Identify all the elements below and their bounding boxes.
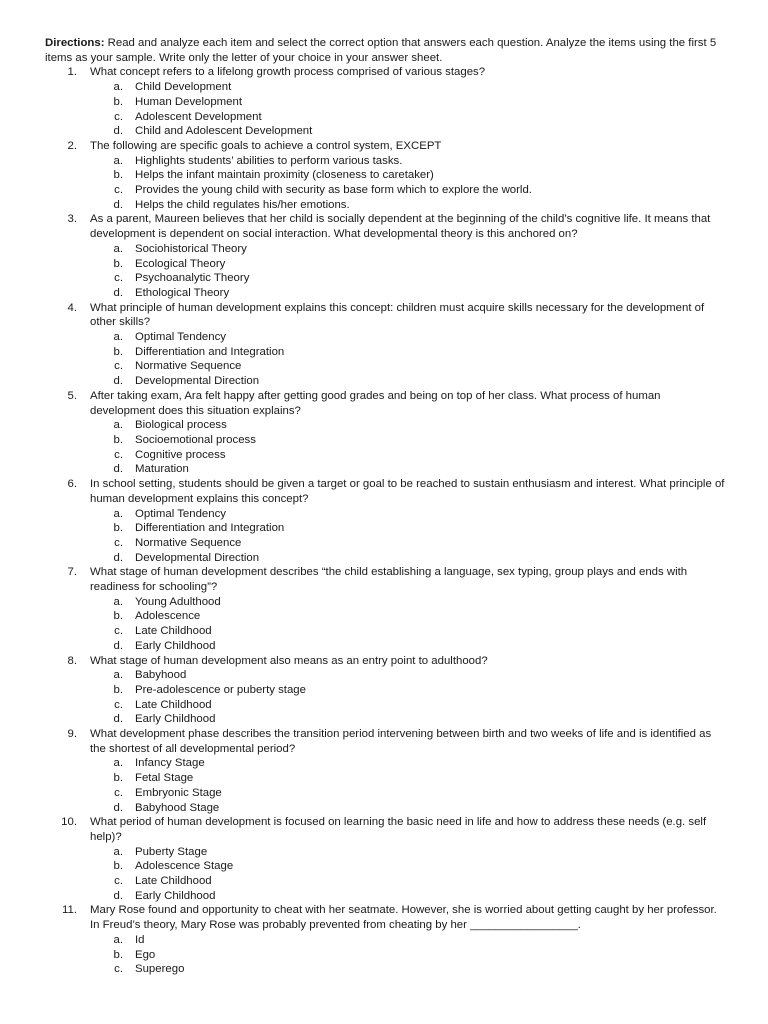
option-text: Ethological Theory — [135, 286, 230, 299]
option-letter: b. — [113, 948, 123, 961]
option-letter: c. — [114, 272, 123, 285]
option-item — [90, 242, 728, 257]
option-item — [90, 609, 728, 624]
option-text: Adolescent Development — [135, 110, 262, 123]
option-list — [90, 154, 728, 213]
question-item — [45, 389, 728, 477]
question-number: 5. — [67, 389, 77, 402]
question-item — [45, 727, 728, 815]
question-item — [45, 212, 728, 300]
option-text: Child Development — [135, 81, 232, 94]
question-number: 9. — [67, 728, 77, 741]
option-text: Developmental Direction — [135, 375, 260, 388]
option-item — [90, 889, 728, 904]
option-letter: c. — [114, 184, 123, 197]
option-text: Child and Adolescent Development — [135, 125, 313, 138]
option-list — [90, 845, 728, 904]
option-item — [90, 551, 728, 566]
option-letter: d. — [113, 286, 123, 299]
question-number: 4. — [67, 301, 77, 314]
option-item — [90, 418, 728, 433]
option-item — [90, 507, 728, 522]
option-text: Late Childhood — [135, 875, 212, 888]
option-item — [90, 183, 728, 198]
question-item — [45, 477, 728, 565]
question-number: 3. — [67, 213, 77, 226]
option-text: Embryonic Stage — [135, 786, 222, 799]
question-text: What concept refers to a lifelong growth process comprised of various stages? — [90, 66, 486, 79]
option-text: Human Development — [135, 95, 242, 108]
option-text: Differentiation and Integration — [135, 522, 285, 535]
option-item — [90, 756, 728, 771]
option-item — [90, 962, 728, 977]
question-item — [45, 139, 728, 213]
question-text: In school setting, students should be given a target or goal to be reached to sustain enthusiasm and interest. What principle of human development explains this concept? — [90, 478, 725, 505]
option-item — [90, 154, 728, 169]
option-letter: b. — [113, 95, 123, 108]
option-item — [90, 639, 728, 654]
question-number: 2. — [67, 139, 77, 152]
question-number: 6. — [67, 478, 77, 491]
option-list — [90, 933, 728, 977]
option-letter: a. — [113, 669, 123, 682]
option-text: Sociohistorical Theory — [135, 242, 247, 255]
option-letter: c. — [114, 963, 123, 976]
option-item — [90, 595, 728, 610]
option-item — [90, 462, 728, 477]
question-text: As a parent, Maureen believes that her child is socially dependent at the beginning of the child’s cognitive life. It means that development is dependent on social interaction. What developmental theory is this anchored on? — [90, 213, 711, 241]
option-item — [90, 95, 728, 110]
option-item — [90, 124, 728, 139]
option-list — [90, 418, 728, 477]
option-item — [90, 624, 728, 639]
option-item — [90, 374, 728, 389]
question-number: 1. — [67, 66, 77, 79]
option-letter: c. — [114, 875, 123, 888]
option-letter: c. — [114, 110, 123, 123]
option-letter: a. — [113, 81, 123, 94]
option-list — [90, 242, 728, 301]
question-text: What principle of human development explains this concept: children must acquire skills necessary for the development of other skills? — [90, 301, 705, 329]
option-item — [90, 198, 728, 213]
option-letter: a. — [113, 757, 123, 770]
option-text: Psychoanalytic Theory — [135, 272, 250, 285]
option-text: Differentiation and Integration — [135, 345, 285, 358]
option-letter: a. — [113, 845, 123, 858]
option-item — [90, 948, 728, 963]
option-item — [90, 521, 728, 536]
option-letter: d. — [113, 801, 123, 814]
option-letter: a. — [113, 331, 123, 344]
directions-label: Directions: — [45, 37, 105, 49]
option-text: Socioemotional process — [135, 433, 256, 446]
option-letter: d. — [113, 463, 123, 476]
option-text: Normative Sequence — [135, 536, 242, 549]
option-text: Young Adulthood — [135, 595, 221, 608]
option-item — [90, 683, 728, 698]
option-item — [90, 168, 728, 183]
question-number: 10. — [61, 816, 77, 829]
option-text: Late Childhood — [135, 698, 212, 711]
option-text: Adolescence Stage — [135, 860, 234, 873]
question-list — [45, 65, 728, 977]
question-number: 7. — [67, 566, 77, 579]
question-item — [45, 815, 728, 903]
option-letter: b. — [113, 169, 123, 182]
option-letter: c. — [114, 698, 123, 711]
option-text: Puberty Stage — [135, 845, 208, 858]
option-item — [90, 448, 728, 463]
option-item — [90, 859, 728, 874]
option-letter: c. — [114, 625, 123, 638]
option-letter: d. — [113, 375, 123, 388]
option-text: Helps the child regulates his/her emotions. — [135, 198, 350, 211]
question-text: What stage of human development describes “the child establishing a language, sex typing, group plays and ends with readiness for schooling”? — [90, 566, 688, 594]
question-text: The following are specific goals to achieve a control system, EXCEPT — [90, 139, 442, 152]
option-letter: d. — [113, 639, 123, 652]
option-item — [90, 845, 728, 860]
option-text: Highlights students’ abilities to perform various tasks. — [135, 154, 403, 167]
option-item — [90, 345, 728, 360]
option-text: Maturation — [135, 463, 189, 476]
option-item — [90, 433, 728, 448]
option-text: Helps the infant maintain proximity (closeness to caretaker) — [135, 169, 434, 182]
option-letter: a. — [113, 419, 123, 432]
option-letter: b. — [113, 610, 123, 623]
option-letter: c. — [114, 786, 123, 799]
option-letter: d. — [113, 713, 123, 726]
option-list — [90, 668, 728, 727]
question-text: Mary Rose found and opportunity to cheat with her seatmate. However, she is worried about getting caught by her professor. In Freud’s theory, Mary Rose was probably prevented from cheating by her _________________. — [90, 904, 717, 932]
option-item — [90, 786, 728, 801]
option-text: Babyhood — [135, 669, 187, 682]
option-text: Normative Sequence — [135, 360, 242, 373]
option-text: Late Childhood — [135, 625, 212, 638]
option-text: Infancy Stage — [135, 757, 205, 770]
option-letter: b. — [113, 257, 123, 270]
option-letter: c. — [114, 360, 123, 373]
option-list — [90, 595, 728, 654]
option-text: Babyhood Stage — [135, 801, 220, 814]
option-list — [90, 507, 728, 566]
question-text: What period of human development is focused on learning the basic need in life and how to address these needs (e.g. self help)? — [90, 816, 707, 843]
question-number: 11. — [62, 904, 77, 917]
option-letter: b. — [113, 522, 123, 535]
question-text: After taking exam, Ara felt happy after getting good grades and being on top of her class. What process of human development does this situation explains? — [90, 389, 661, 417]
option-text: Biological process — [135, 419, 227, 432]
option-item — [90, 80, 728, 95]
option-item — [90, 712, 728, 727]
option-text: Early Childhood — [135, 639, 216, 652]
option-letter: b. — [113, 345, 123, 358]
option-item — [90, 110, 728, 125]
option-list — [90, 330, 728, 389]
option-text: Optimal Tendency — [135, 331, 226, 344]
option-text: Ego — [135, 948, 156, 961]
option-text: Cognitive process — [135, 448, 226, 461]
option-letter: b. — [113, 683, 123, 696]
question-text: What development phase describes the transition period intervening between birth and two weeks of life and is identified as the shortest of all developmental period? — [90, 728, 712, 755]
option-item — [90, 286, 728, 301]
option-item — [90, 271, 728, 286]
option-list — [90, 80, 728, 139]
option-letter: c. — [114, 448, 123, 461]
option-item — [90, 771, 728, 786]
question-text: What stage of human development also means as an entry point to adulthood? — [90, 654, 488, 667]
option-letter: c. — [114, 536, 123, 549]
question-item — [45, 565, 728, 653]
option-item — [90, 330, 728, 345]
option-letter: b. — [113, 433, 123, 446]
option-list — [90, 756, 728, 815]
option-item — [90, 698, 728, 713]
option-item — [90, 536, 728, 551]
option-letter: d. — [113, 551, 123, 564]
option-text: Provides the young child with security as base form which to explore the world. — [135, 184, 532, 197]
option-letter: a. — [113, 242, 123, 255]
option-letter: b. — [113, 772, 123, 785]
question-number: 8. — [67, 654, 77, 667]
directions — [45, 36, 728, 65]
option-text: Optimal Tendency — [135, 507, 226, 520]
option-letter: d. — [113, 198, 123, 211]
option-letter: a. — [113, 595, 123, 608]
question-item — [45, 654, 728, 728]
option-letter: a. — [113, 154, 123, 167]
option-item — [90, 874, 728, 889]
option-item — [90, 668, 728, 683]
question-item — [45, 301, 728, 389]
option-letter: d. — [113, 125, 123, 138]
question-item — [45, 903, 728, 977]
option-item — [90, 801, 728, 816]
question-item — [45, 65, 728, 139]
directions-text: Read and analyze each item and select the correct option that answers each question. Analyze the items using the first 5 items as your sample. Write only the letter of your choice in your answer sheet. — [45, 37, 717, 64]
option-item — [90, 933, 728, 948]
option-letter: b. — [113, 860, 123, 873]
option-item — [90, 257, 728, 272]
option-text: Early Childhood — [135, 889, 216, 902]
option-text: Early Childhood — [135, 713, 216, 726]
option-text: Superego — [135, 963, 185, 976]
option-letter: a. — [113, 933, 123, 946]
option-item — [90, 359, 728, 374]
option-letter: a. — [113, 507, 123, 520]
option-text: Developmental Direction — [135, 551, 260, 564]
option-text: Fetal Stage — [135, 772, 194, 785]
option-text: Adolescence — [135, 610, 201, 623]
option-text: Pre-adolescence or puberty stage — [135, 683, 306, 696]
option-text: Ecological Theory — [135, 257, 226, 270]
option-text: Id — [135, 933, 145, 946]
option-letter: d. — [113, 889, 123, 902]
